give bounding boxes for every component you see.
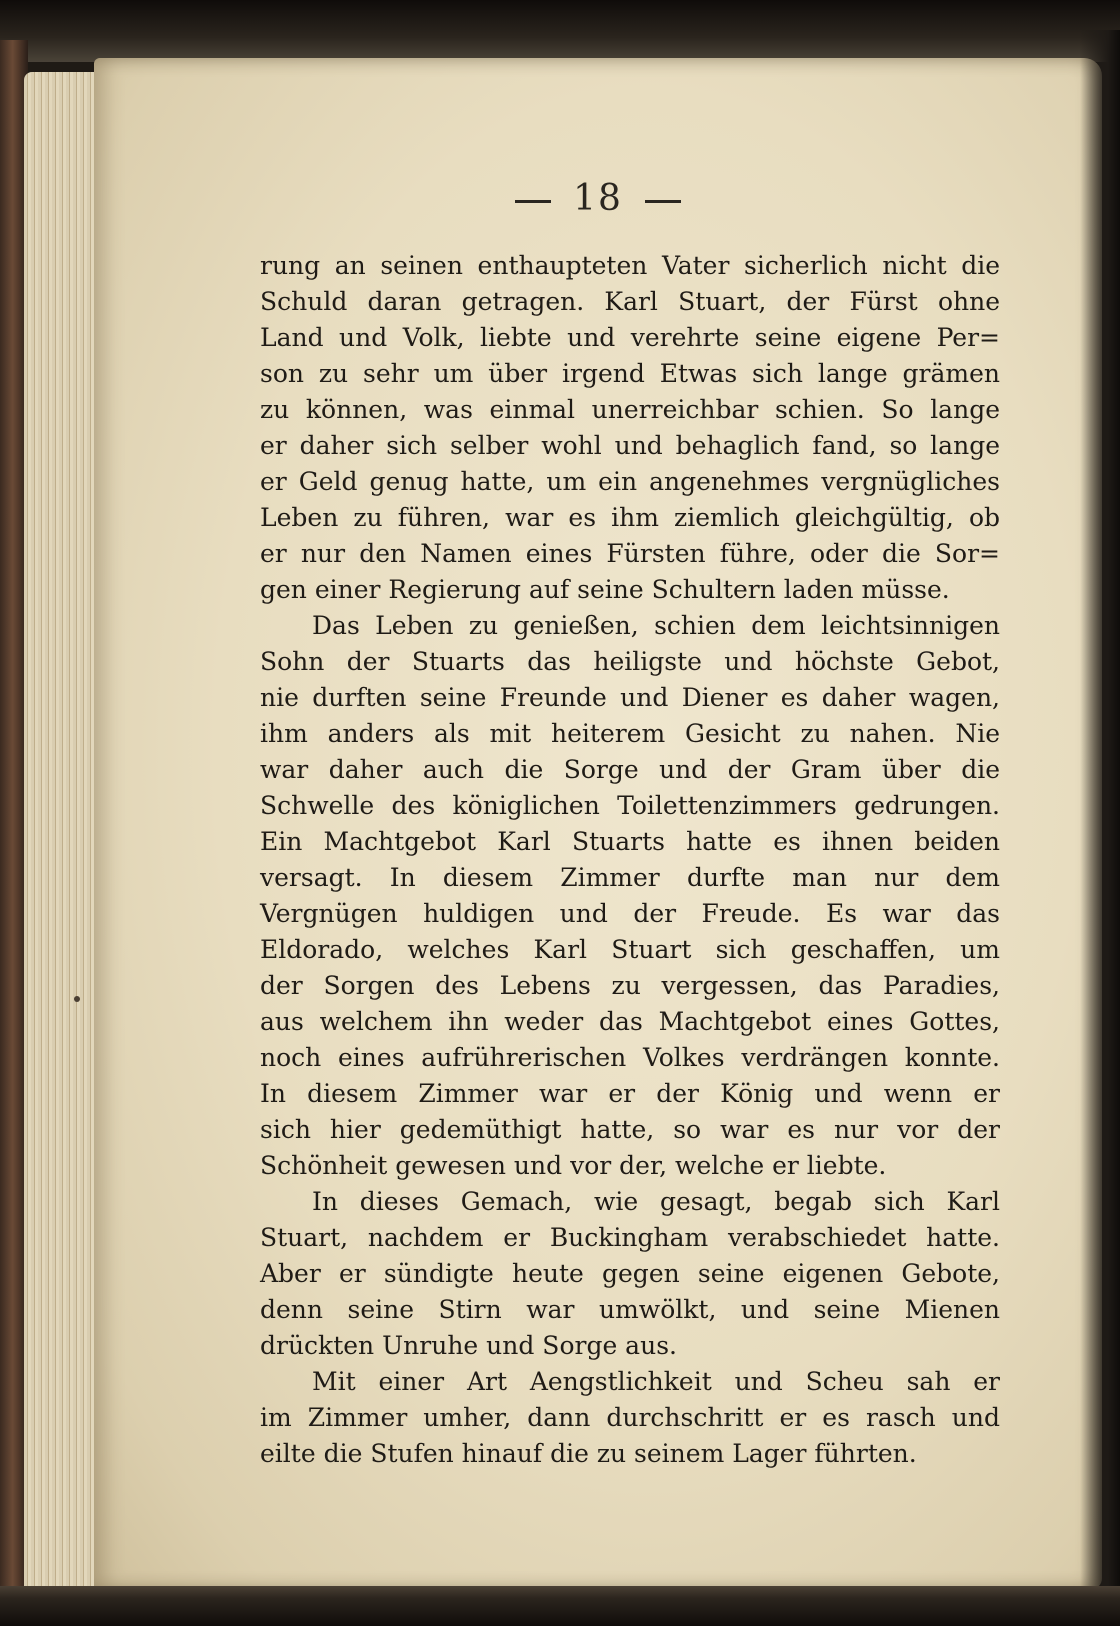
text-line: ihm anders als mit heiterem Gesicht zu nahen. Nie: [260, 719, 1000, 748]
right-shadow-edge: [1080, 30, 1120, 1590]
text-line: nie durften seine Freunde und Diener es daher wagen,: [260, 683, 1000, 712]
dash-left: [515, 200, 551, 203]
text-line: denn seine Stirn war umwölkt, und seine Mienen: [260, 1295, 1000, 1324]
text-line: Schwelle des königlichen Toilettenzimmers gedrungen.: [260, 791, 1000, 820]
text-line: Schönheit gewesen und vor der, welche er liebte.: [260, 1151, 887, 1180]
text-line: Ein Machtgebot Karl Stuarts hatte es ihnen beiden: [260, 827, 1000, 856]
text-line: im Zimmer umher, dann durchschritt er es rasch und: [260, 1403, 1000, 1432]
text-line: eilte die Stufen hinauf die zu seinem Lager führten.: [260, 1439, 917, 1468]
text-line: Schuld daran getragen. Karl Stuart, der Fürst ohne: [260, 287, 1000, 316]
dash-right: [645, 200, 681, 203]
text-line: sich hier gedemüthigt hatte, so war es nur vor der: [260, 1115, 1000, 1144]
text-line: In diesem Zimmer war er der König und wenn er: [260, 1079, 1000, 1108]
text-line: son zu sehr um über irgend Etwas sich lange grämen: [260, 359, 1000, 388]
text-line: war daher auch die Sorge und der Gram über die: [260, 755, 1000, 784]
page-stack-edge: [24, 72, 104, 1602]
text-line: Stuart, nachdem er Buckingham verabschiedet hatte.: [260, 1223, 1000, 1252]
body-text: [260, 248, 1000, 1472]
text-line: er daher sich selber wohl und behaglich fand, so lange: [260, 431, 1000, 460]
text-line: rung an seinen enthaupteten Vater sicherlich nicht die: [260, 251, 1000, 280]
text-line: Sohn der Stuarts das heiligste und höchste Gebot,: [260, 647, 1000, 676]
page-number: [94, 178, 1102, 219]
text-line: Das Leben zu genießen, schien dem leichtsinnigen: [312, 611, 1000, 640]
top-shadow-edge: [0, 0, 1120, 62]
book-page: [94, 58, 1102, 1590]
bottom-shadow-edge: [0, 1586, 1120, 1626]
text-line: Eldorado, welches Karl Stuart sich geschaffen, um: [260, 935, 1000, 964]
text-line: Land und Volk, liebte und verehrte seine eigene Per=: [260, 323, 1000, 352]
ink-spot: [74, 996, 80, 1002]
page-number-text: 18: [573, 178, 623, 219]
text-line: er Geld genug hatte, um ein angenehmes vergnügliches: [260, 467, 1000, 496]
text-line: der Sorgen des Lebens zu vergessen, das Paradies,: [260, 971, 1000, 1000]
text-line: Vergnügen huldigen und der Freude. Es war das: [260, 899, 1000, 928]
text-line: aus welchem ihn weder das Machtgebot eines Gottes,: [260, 1007, 1000, 1036]
text-line: er nur den Namen eines Fürsten führe, oder die Sor=: [260, 539, 1000, 568]
text-line: gen einer Regierung auf seine Schultern laden müsse.: [260, 575, 950, 604]
text-line: noch eines aufrührerischen Volkes verdrängen konnte.: [260, 1043, 1000, 1072]
text-line: zu können, was einmal unerreichbar schien. So lange: [260, 395, 1000, 424]
text-line: In dieses Gemach, wie gesagt, begab sich Karl: [312, 1187, 1000, 1216]
text-line: drückten Unruhe und Sorge aus.: [260, 1331, 677, 1360]
text-line: Leben zu führen, war es ihm ziemlich gleichgültig, ob: [260, 503, 1000, 532]
text-line: Aber er sündigte heute gegen seine eigenen Gebote,: [260, 1259, 1000, 1288]
text-line: Mit einer Art Aengstlichkeit und Scheu sah er: [312, 1367, 1000, 1396]
text-line: versagt. In diesem Zimmer durfte man nur dem: [260, 863, 1000, 892]
